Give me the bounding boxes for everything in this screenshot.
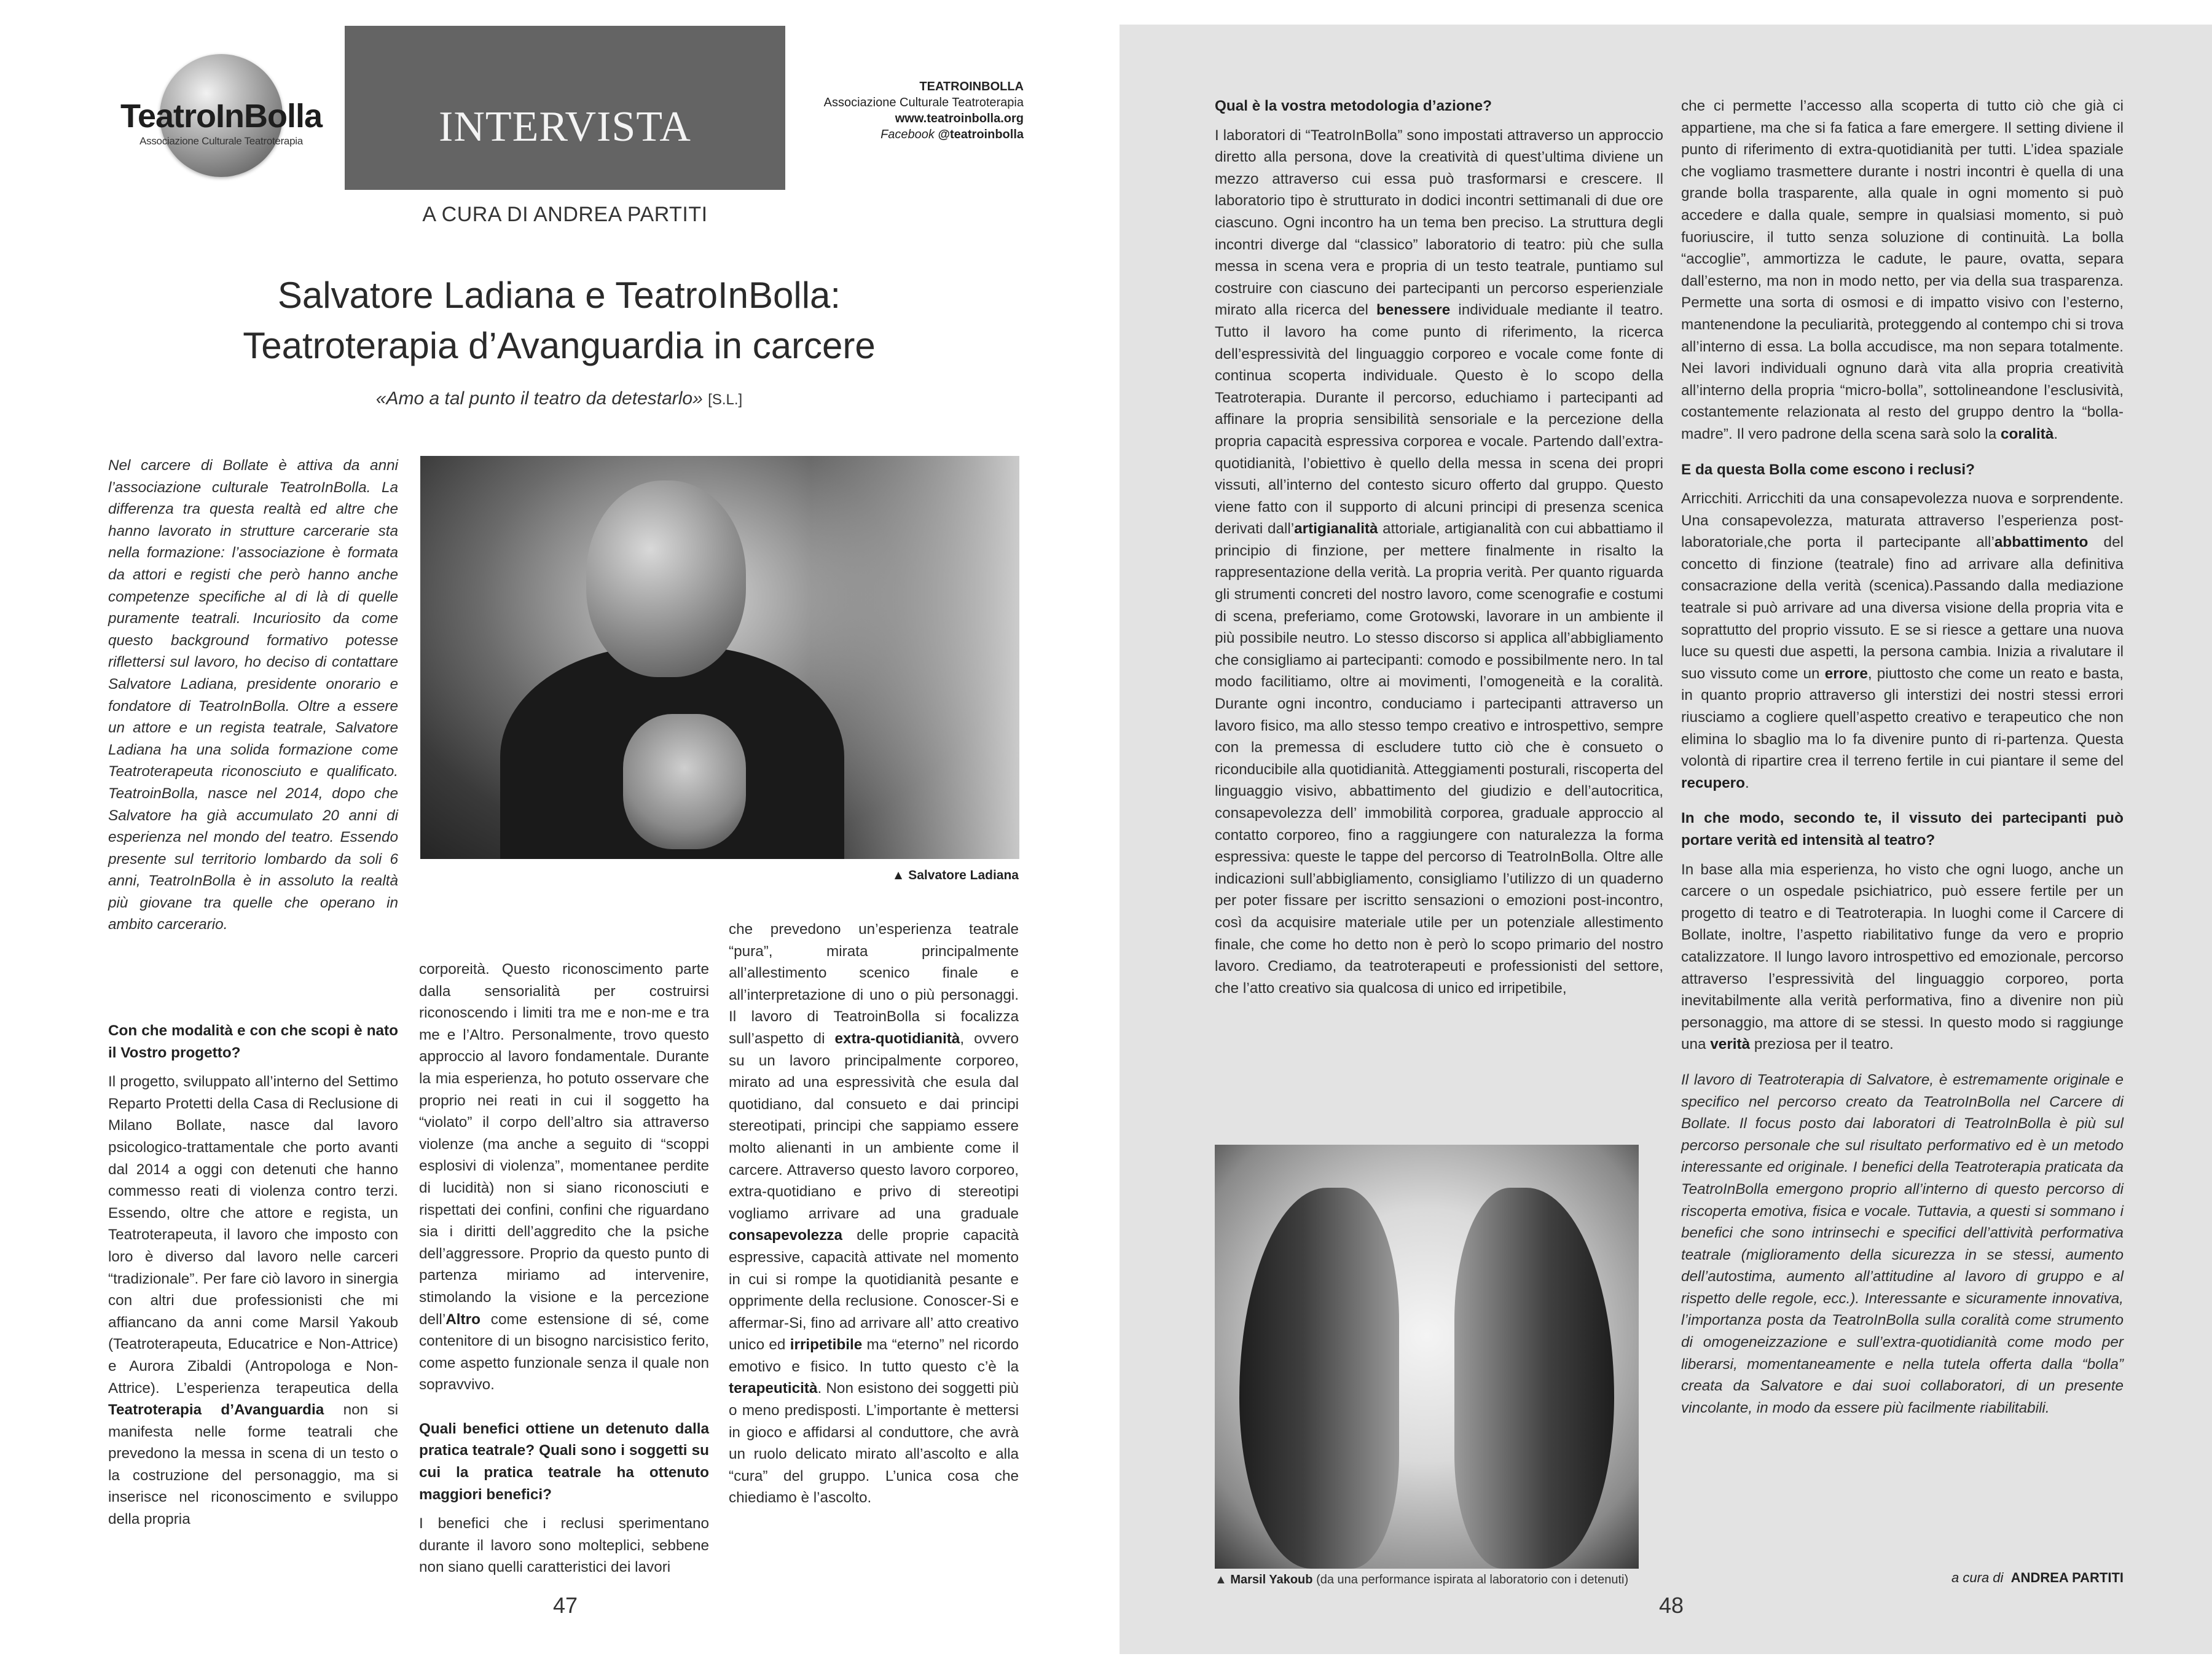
org-desc: Associazione Culturale Teatroterapia bbox=[823, 96, 1024, 109]
byline bbox=[1681, 1570, 2124, 1586]
quote-attribution: [S.L.] bbox=[708, 391, 743, 408]
answer-1-bold: Teatroterapia d’Avanguardia bbox=[108, 1402, 324, 1419]
website-link[interactable]: www.teatroinbolla.org bbox=[895, 112, 1024, 125]
answer-2-bold-1: extra-quotidianità bbox=[834, 1030, 960, 1047]
answer-3-text-1: I laboratori di “TeatroInBolla” sono impostati attraverso un approccio diretto alla persona, dove la creatività di quest’ultima diviene un mezzo attraverso cui essa può trasformarsi e crescere. Il laboratorio tipo è strutturato in dodici incontri settimanali di due ore ciascuno. Ogni incontro ha un tema ben preciso. La struttura degli incontri diverge dal “classico” laboratorio di teatro: più che sulla messa in scena vera e propria di un testo teatrale, puntiamo sul costruire con ciascuno dei partecipanti un percorso esperienziale mirato alla ricerca del bbox=[1215, 127, 1663, 319]
answer-3-bold-1: benessere bbox=[1376, 302, 1451, 319]
answer-4 bbox=[1681, 488, 2124, 794]
answer-1-bold-2: Altro bbox=[445, 1311, 480, 1328]
answer-1-text-tail: non si manifesta nelle forme teatrali che prevedono la messa in scena di un testo o la costruzione del personaggio, ma si inserisce nel riconoscimento e sviluppo della propria bbox=[108, 1402, 398, 1528]
answer-2-text: I benefici che i reclusi sperimentano durante il lavoro sono molteplici, sebbene non siano quelli caratteristici dei lavori bbox=[419, 1515, 709, 1576]
intro-text: Nel carcere di Bollate è attiva da anni l’associazione culturale TeatroInBolla. La differenza tra questa realtà ed altre che hanno lavorato in strutture carcerarie sta nella formazione: l’associazione è formata da attori e registi che però hanno anche competenze specifiche al di là di quelle puramente teatrali. Incuriosito da come questo background formativo potesse riflettersi sul lavoro, ho deciso di contattare Salvatore Ladiana, presidente onorario e fondatore di TeatroInBolla. Oltre a essere un attore e un regista teatrale, Salvatore Ladiana ha una solida formazione come Teatroterapeuta riconosciuto e qualificato. TeatroinBolla, nasce nel 2014, dopo che Salvatore ha già accumulato 20 anni di esperienza nel mondo del teatro. Essendo presente sul territorio lombardo da soli 6 anni, TeatroInBolla è in assoluto la realtà più giovane tra quelle che operano in ambito carcerario. bbox=[108, 457, 398, 933]
question-1: Con che modalità e con che scopi è nato il Vostro progetto? bbox=[108, 1022, 398, 1061]
answer-1-text-2: corporeità. Questo riconoscimento parte dalla sensorialità per costruirsi riconoscendo i limiti tra me e non-me e tra me e l’Altro. Personalmente, trovo questo approccio al lavoro fondamentale. Durante la mia esperienza, ho potuto osservare che proprio nei reati in cui il soggetto ha “violato” il corpo dell’altro sia attraverso violenze (ma anche a seguito di “scoppi esplosivi di violenza”, momentanee perdite di lucidità) non si siano riconosciuti e rispettati dei confini, confini che riguardano sia i diritti dell’aggredito che la psiche dell’aggressore. Proprio da questo punto di partenza miriamo ad intervenire, stimolando la visione e la percezione dell’ bbox=[419, 961, 709, 1328]
intro-paragraph bbox=[108, 455, 398, 936]
header-info bbox=[793, 79, 1024, 143]
teatroinbolla-logo bbox=[117, 54, 326, 183]
caption-triangle-icon: ▲ bbox=[892, 868, 909, 882]
answer-4-bold-1: abbattimento bbox=[1994, 534, 2088, 551]
right-column-1 bbox=[1215, 95, 1663, 999]
rubric-title: INTERVISTA bbox=[439, 103, 691, 151]
answer-3-text-3: attoriale, artigianalità con cui abbattiamo il principio di finzione, per mettere finalmente in risalto la rappresentazione della verità. La propria verità. Per quanto riguarda gli strumenti concreti del nostro lavoro, come scenografie e costumi di scena, preferiamo, come Grotowski, lavorare in un ambiente il più possibile neutro. Lo stesso discorso si applica all’abbigliamento che consigliamo ai partecipanti: comodo e possibilmente nero. In tal modo facilitiamo, oltre ai movimenti, l’omogeneità e la coralità. Durante ogni incontro, conduciamo i partecipanti attraverso un lavoro fisico, ma allo stesso tempo creativo e introspettivo, sempre con la premessa di escludere tutto ciò che è consueto o riconducibile alla quotidianità. Atteggiamenti posturali, riscoperta del linguaggio visivo, abbattimento del giudizio e dell’autocritica, consapevolezza dell’ immobilità corporea, graduale approccio al contatto corporeo, fino a raggiungere con naturalezza la forma espressiva: queste le tappe del percorso di TeatroInBolla. Oltre alle indicazioni sull’abbigliamento, consigliamo l’utilizzo di un quaderno per poter fissare per iscritto sensazioni o emozioni post-incontro, così da acquisire materiale utile per un potenziale allestimento finale, che come ho detto non è però lo scopo primario del nostro lavoro. Crediamo, da teatroterapeuti e professionisti del settore, che l’atto creativo sia qualcosa di unico ed irripetibile, bbox=[1215, 520, 1663, 997]
photo-face-left bbox=[1239, 1188, 1399, 1569]
answer-3-bold-3: coralità bbox=[2000, 425, 2054, 442]
answer-5-bold-1: verità bbox=[1710, 1036, 1751, 1053]
answer-4-bold-2: errore bbox=[1824, 665, 1868, 682]
answer-1-start bbox=[108, 1071, 398, 1530]
answer-3 bbox=[1215, 125, 1663, 1000]
question-4: E da questa Bolla come escono i reclusi? bbox=[1681, 461, 1975, 478]
quote-text: «Amo a tal punto il teatro da detestarlo» bbox=[375, 388, 703, 409]
photo-figure-head bbox=[586, 480, 746, 677]
answer-3-cont bbox=[1681, 95, 2124, 445]
left-column-2 bbox=[419, 959, 709, 1579]
answer-4-text-3: , piuttosto che come un reato e basta, in quanto proprio attraverso gli interstizi dei nostri stessi errori riusciamo a cogliere quell’aspetto creativo e terapeutico che non elimina lo sbaglio ma lo fa divenire punto di ri-partenza. Questa volontà di ripartire crea il terreno fertile in cui piantare il seme del bbox=[1681, 665, 2124, 770]
photo2-caption bbox=[1215, 1573, 1682, 1587]
logo-subtitle: Associazione Culturale Teatroterapia bbox=[139, 135, 303, 147]
facebook-handle[interactable]: @teatroinbolla bbox=[938, 128, 1024, 141]
left-column-3 bbox=[729, 919, 1019, 1509]
answer-4-bold-3: recupero bbox=[1681, 774, 1745, 791]
question-3: Qual è la vostra metodologia d’azione? bbox=[1215, 98, 1492, 114]
answer-3-text-2: individuale mediante il teatro. Tutto il lavoro ha come punto di riferimento, la ricerca dell’espressività del linguaggio corporeo e vocale come fonte di continua scoperta individuale. Questo è lo scopo della Teatroterapia. Durante il percorso, educhiamo i partecipanti ad affinare la propria sensibilità sensoriale e la percezione della propria capacità espressiva corporea e vocale. Partendo dall’extra-quotidianità, l’obiettivo è quello della messa in scena dei propri vissuti, all’interno del contesto sicuro offerto dal gruppo. Questo viene fatto con il supporto di alcuni principi di presenza scenica derivati dall’ bbox=[1215, 302, 1664, 538]
left-column-1 bbox=[108, 1020, 398, 1531]
answer-5-text-2: preziosa per il teatro. bbox=[1750, 1036, 1894, 1053]
photo-face-right bbox=[1454, 1188, 1614, 1569]
conclusion-paragraph: Il lavoro di Teatroterapia di Salvatore, è estremamente originale e specifico nel percorso creato da TeatroInBolla nel Carcere di Bollate. Il focus posto dai laboratori di TeatroInBolla è più sul percorso personale che sul risultato performativo ed è un metodo interessante ed originale. I benefici della Teatroterapia praticata da TeatroInBolla emergono proprio all’interno di questo percorso di riscoperta emotiva, fisica e vocale. Tuttavia, a questi si sommano i benefici che sono intrinsechi e specifici dell’attività performativa teatrale (miglioramento della sicurezza in se stessi, aumento dell’autostima, aumento all’attitudine al lavoro di gruppo e al rispetto delle regole, ecc.). Interessante e sicuramente innovativa, l’importanza posta da TeatroInBolla sulla coralità come strumento di omogeneizzazione e sull’extra-quotidianità come modo per liberarsi, momentaneamente e nella tutela offerta dalla “bolla” creata da Salvatore e dai suoi collaboratori, di un presente vincolante, in modo da essere più facilmente riabilitabili. bbox=[1681, 1071, 2124, 1416]
answer-2-text-3: delle proprie capacità espressive, capacità attivate nel momento in cui si rompe la quotidianità pesante e opprimente della reclusione. Conoscer-Si e affermar-Si, fino ad arrivare all’ atto creativo unico ed bbox=[729, 1227, 1019, 1354]
photo-salvatore-ladiana bbox=[420, 456, 1019, 859]
answer-5-text-1: In base alla mia esperienza, ho visto che ogni luogo, anche un carcere o un ospedale psichiatrico, può essere fertile per un progetto di teatro e di Teatroterapia. In luoghi come il Carcere di Bollate, inoltre, l’aspetto riabilitativo funge da vero e proprio catalizzatore. Il lungo lavoro introspettivo ed emozionale, percorso attraverso l’espressività del linguaggio corporeo, porta inevitabilmente alla verità performativa, fino a divenire non più personaggio, ma attore di se stessi. In questo modo si raggiunge una bbox=[1681, 861, 2124, 1053]
answer-1-text-3: come estensione di sé, come contenitore di un bisogno narcisistico ferito, come aspetto funzionale senza il quale non sopravvivo. bbox=[419, 1311, 709, 1394]
answer-5 bbox=[1681, 859, 2124, 1056]
photo2-caption-desc: (da una performance ispirata al laboratorio con i detenuti) bbox=[1316, 1573, 1629, 1586]
caption-triangle-icon: ▲ bbox=[1215, 1573, 1231, 1586]
answer-2-bold-2: consapevolezza bbox=[729, 1227, 843, 1244]
photo2-caption-name: Marsil Yakoub bbox=[1230, 1573, 1313, 1586]
answer-2-bold-3: irripetibile bbox=[790, 1336, 863, 1354]
photo-marsil-yakoub bbox=[1215, 1145, 1639, 1569]
answer-4-text-4: . bbox=[1744, 774, 1749, 791]
answer-4-text-1: Arricchiti. Arricchiti da una consapevolezza nuova e sorprendente. Una consapevolezza, maturata attraverso l’esperienza post-laboratoriale,che porta il partecipante all’ bbox=[1681, 490, 2124, 551]
rubric-header bbox=[345, 26, 785, 190]
answer-3-bold-2: artigianalità bbox=[1294, 520, 1378, 538]
page-number-left: 47 bbox=[552, 1593, 578, 1618]
answer-1-text: Il progetto, sviluppato all’interno del Settimo Reparto Protetti della Casa di Reclusione di Milano Bollate, nasce dal lavoro psicologico-trattamentale che porto avanti dal 2014 a oggi con detenuti che hanno commesso reati di violenza contro terzi. Essendo, oltre che attore e regista, un Teatroterapeuta, il lavoro che imposto con loro è diverso dal lavoro nelle carceri “tradizionale”. Per fare ciò lavoro in sinergia con altri due professionisti che mi affiancano da anni come Marsil Yakoub (Teatroterapeuta, Educatrice e Non-Attrice) e Aurora Zibaldi (Antropologa e Non-Attrice). L’esperienza terapeutica della bbox=[108, 1073, 398, 1397]
answer-2-cont bbox=[729, 919, 1019, 1509]
question-5: In che modo, secondo te, il vissuto dei partecipanti può portare verità ed intensità al teatro? bbox=[1681, 810, 2124, 849]
answer-2-text-4: ma “eterno” nel ricordo emotivo e fisico. In tutto questo c’è la bbox=[729, 1336, 1019, 1375]
title-line-2: Teatroterapia d’Avanguardia in carcere bbox=[243, 325, 876, 366]
right-column-2 bbox=[1681, 95, 2124, 1419]
answer-1-cont bbox=[419, 959, 709, 1396]
article-quote bbox=[160, 388, 959, 409]
answer-2-bold-4: terapeuticità bbox=[729, 1380, 818, 1397]
answer-3-text-5: . bbox=[2053, 425, 2058, 442]
logo-name: TeatroInBolla bbox=[120, 98, 323, 135]
answer-4-text-2: del concetto di finzione (teatrale) fino ad arrivare alla definitiva consacrazione della verità (scenica).Passando dalla mediazione teatrale si può arrivare ad una diversa visione della propria vita e soprattutto del proprio vissuto. E se si riesce a gettare una nuova luce su questi due aspetti, la persona cambia. Inizia a rivalutare il suo vissuto come un bbox=[1681, 534, 2124, 682]
title-line-1: Salvatore Ladiana e TeatroInBolla: bbox=[277, 275, 841, 316]
photo-figure-hands bbox=[623, 714, 746, 849]
answer-2-text-cont: che prevedono un’esperienza teatrale “pura”, mirata principalmente all’allestimento scenico finale e all’interpretazione di uno o più personaggi. Il lavoro di TeatroinBolla si focalizza sull’aspetto di bbox=[729, 921, 1019, 1047]
photo1-caption bbox=[725, 868, 1019, 883]
answer-3-text-4: che ci permette l’accesso alla scoperta di tutto ciò che già ci appartiene, ma che si fa fatica a fare emergere. Il setting diviene il punto di riferimento di extra-quotidianità per tutti. L’idea spaziale che vogliamo trasmettere durante i nostri incontri è quella di una grande bolla trasparente, alla quale in ogni momento si può accedere e dalla quale, sempre in qualsiasi momento, si può fuoriuscire, il tutto senza soluzione di continuità. La bolla “accoglie”, ammortizza le cadute, le paure, ovatta, separa dall’esterno, ma non in modo netto, per via della sua trasparenza. Permette una sorta di osmosi e di impatto visivo con l’esterno, mantenendone la peculiarità, proteggendo al contempo chi si trova all’interno di essa. La bolla accudisce, ma non separa totalmente. Nei lavori individuali ognuno darà vita alla propria creatività all’interno della propria “micro-bolla”, sottolineandone l’esclusività, costantemente relazionata al resto del gruppo dentro la “bolla-madre”. Il vero padrone della scena sarà solo la bbox=[1681, 98, 2124, 442]
curator-line: A CURA DI ANDREA PARTITI bbox=[422, 203, 708, 226]
answer-2-text-5: . Non esistono dei soggetti più o meno predisposti. L’importante è mettersi in gioco e affidarsi al conduttore, che avrà un ruolo delicato mirato all’ascolto e alla “cura” del gruppo. L’unica cosa che chiediamo è l’ascolto. bbox=[729, 1380, 1019, 1507]
question-2: Quali benefici ottiene un detenuto dalla pratica teatrale? Quali sono i soggetti su cui la pratica teatrale ha ottenuto maggiori benefici? bbox=[419, 1420, 709, 1503]
article-title bbox=[160, 270, 959, 371]
facebook-label: Facebook bbox=[880, 128, 935, 141]
byline-name: ANDREA PARTITI bbox=[2010, 1570, 2124, 1585]
page-number-right: 48 bbox=[1658, 1593, 1684, 1618]
org-name: TEATROINBOLLA bbox=[919, 80, 1024, 93]
photo1-caption-text: Salvatore Ladiana bbox=[908, 868, 1019, 882]
byline-prefix: a cura di bbox=[1951, 1570, 2004, 1585]
answer-2-text-2: , ovvero su un lavoro principalmente corporeo, mirato ad una espressività che esula dal quotidiano, dal consueto e dai principi stereotipati, principi che sappiamo essere molto alienanti in un ambiente come il carcere. Attraverso questo lavoro corporeo, extra-quotidiano e privo di stereotipi vogliamo arrivare ad una graduale bbox=[729, 1030, 1019, 1222]
answer-2-start bbox=[419, 1513, 709, 1579]
